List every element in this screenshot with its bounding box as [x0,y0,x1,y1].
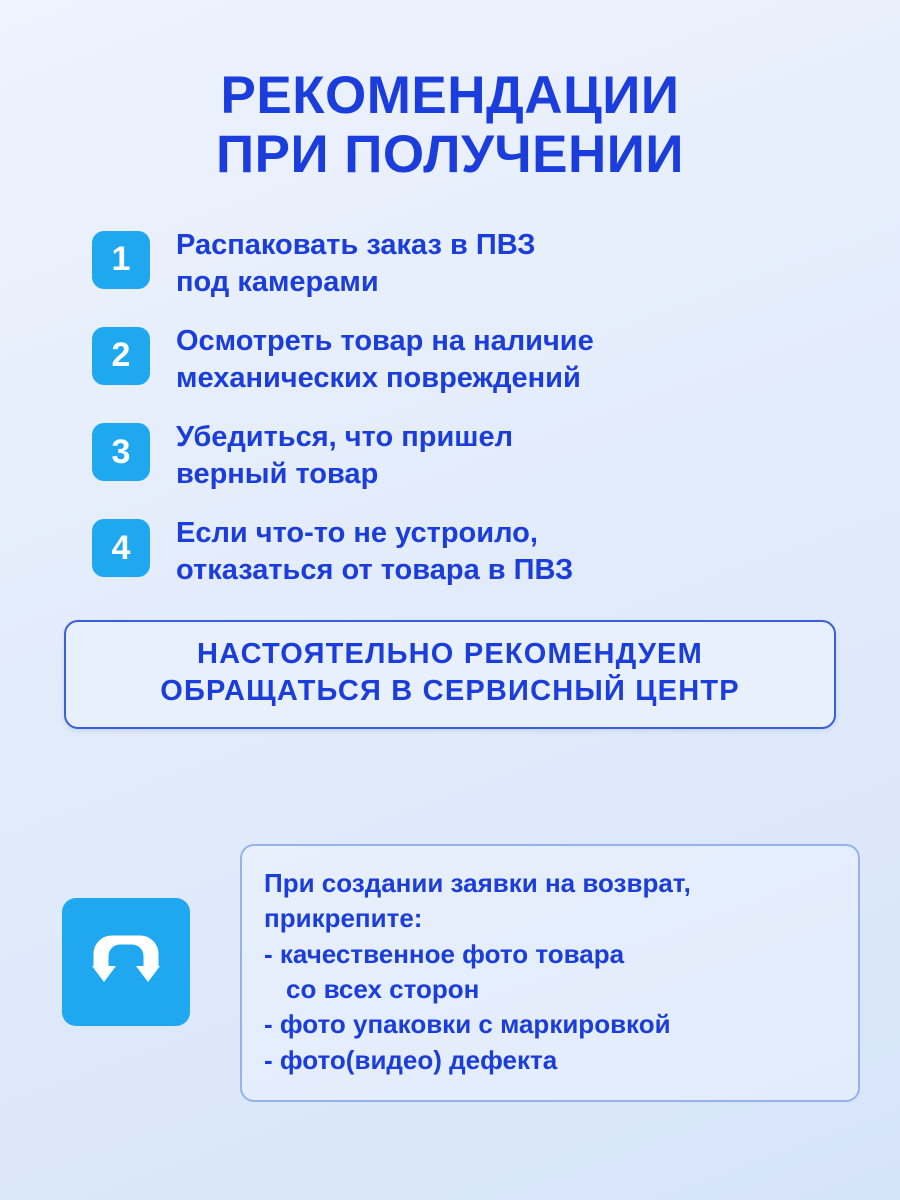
step-text-line-1: Убедиться, что пришел [176,421,513,454]
note-line-1: При создании заявки на возврат, [264,868,691,898]
step-text [176,419,513,493]
step-number-badge: 1 [92,231,150,289]
step-number-badge: 4 [92,519,150,577]
step-number-badge: 2 [92,327,150,385]
step-text-line-2: механических повреждений [176,362,581,395]
step-text [176,323,594,397]
service-center-banner [64,620,836,729]
banner-line-2: ОБРАЩАТЬСЯ В СЕРВИСНЫЙ ЦЕНТР [160,675,740,708]
step-number-badge: 3 [92,423,150,481]
step-text-line-2: верный товар [176,458,379,491]
note-line-6: - фото(видео) дефекта [264,1044,558,1075]
list-item [92,515,860,589]
step-text-line-1: Если что-то не устроило, [176,517,538,550]
note-line-4: со всех сторон [286,974,480,1005]
list-item [92,419,860,493]
note-line-3: - качественное фото товара [264,938,625,969]
list-item [92,323,860,397]
step-text-line-2: под камерами [176,265,379,298]
page-title [0,0,900,185]
return-note-box [240,844,860,1102]
step-text-line-2: отказаться от товара в ПВЗ [176,554,574,587]
step-text-line-1: Распаковать заказ в ПВЗ [176,228,536,261]
page-title-line-1: РЕКОМЕНДАЦИИ [220,66,680,125]
return-instructions-section [0,838,900,1098]
step-text [176,227,535,301]
steps-list [0,227,900,590]
page-title-line-2: ПРИ ПОЛУЧЕНИИ [216,125,684,185]
step-text [176,515,573,589]
return-exchange-icon [62,898,190,1026]
list-item [92,227,860,301]
banner-line-1: НАСТОЯТЕЛЬНО РЕКОМЕНДУЕМ [197,637,703,670]
note-line-2: прикрепите: [264,903,423,934]
note-line-5: - фото упаковки с маркировкой [264,1009,671,1040]
step-text-line-1: Осмотреть товар на наличие [176,324,594,357]
